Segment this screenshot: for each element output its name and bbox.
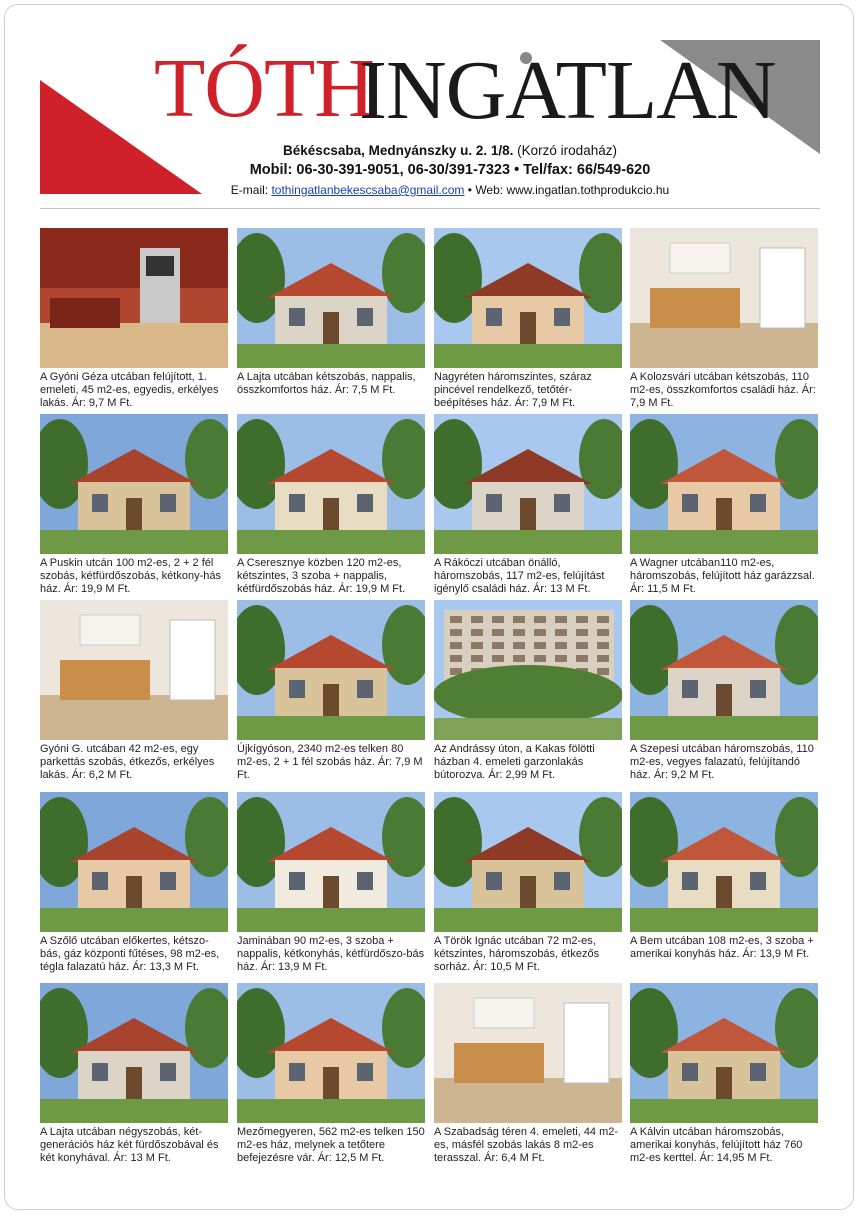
listing-card[interactable] [434,228,622,409]
listing-caption: A Cseresznye közben 120 m2-es, kétszintes, 3 szoba + nappalis, kétfürdőszobás ház. Ár: 19,9 M Ft. [237,557,406,595]
listing-photo [237,414,425,554]
listing-caption: A Rákóczi utcában önálló, háromszobás, 117 m2-es, felújítást igénylő családi ház. Ár: 13 M Ft. [434,557,605,595]
listing-caption: A Gyóni Géza utcában felújított, 1. emeleti, 45 m2-es, egyedis, erkélyes lakás. Ár: 9,7 M Ft. [40,371,219,409]
listing-card[interactable] [630,983,818,1164]
listing-caption: A Kolozsvári utcában kétszobás, 110 m2-es, összkomfortos családi ház. Ár: 7,9 M Ft. [630,371,816,409]
listing-photo [237,600,425,740]
listing-photo [40,600,228,740]
web-text: • Web: www.ingatlan.tothprodukcio.hu [467,183,670,197]
brand-name-black: INGATLAN [359,44,776,137]
listing-card[interactable] [40,228,228,409]
listing-caption: A Szabadság téren 4. emeleti, 44 m2-es, másfél szobás lakás 8 m2-es terasszal. Ár: 6,4 M Ft. [434,1126,619,1164]
listing-card[interactable] [40,792,228,973]
listing-caption: A Bem utcában 108 m2-es, 3 szoba + amerikai konyhás ház. Ár: 13,9 M Ft. [630,935,814,960]
listing-caption: Újkígyóson, 2340 m2-es telken 80 m2-es, 2 + 1 fél szobás ház. Ár: 7,9 M Ft. [237,743,423,781]
listing-caption: A Szőlő utcában előkertes, kétszo-bás, gáz központi fűtéses, 98 m2-es, tégla falazatú ház. Ár: 13,3 M Ft. [40,935,220,973]
listing-card[interactable] [40,414,228,595]
listing-photo [40,228,228,368]
listing-card[interactable] [630,414,818,595]
email-web-line [200,183,700,197]
listing-photo [630,600,818,740]
phone-numbers: Mobil: 06-30-391-9051, 06-30/391-7323 • Tel/fax: 66/549-620 [249,162,651,178]
listing-card[interactable] [237,228,425,397]
listing-caption: Nagyréten háromszintes, száraz pincével rendelkező, tetőtér-beépítéses ház. Ár: 7,9 M Ft. [434,371,592,409]
listing-card[interactable] [434,983,622,1164]
listing-photo [630,792,818,932]
listing-caption: A Kálvin utcában háromszobás, amerikai konyhás, felújított ház 760 m2-es kerttel. Ár: 14,95 M Ft. [630,1126,803,1164]
listing-caption: A Lajta utcában négyszobás, két-generációs ház két fürdőszobával és két konyhával. Ár: 13 M Ft. [40,1126,219,1164]
listing-photo [630,228,818,368]
listing-photo [630,983,818,1123]
listing-caption: Az Andrássy úton, a Kakas fölötti házban 4. emeleti garzonlakás bútorozva. Ár: 2,99 M Ft. [434,743,595,781]
listing-card[interactable] [237,414,425,595]
listing-card[interactable] [434,600,622,781]
listing-photo [434,600,622,740]
listing-caption: A Török Ignác utcában 72 m2-es, kétszintes, háromszobás, étkezős sorház. Ár: 10,5 M Ft. [434,935,600,973]
brand-logo [154,42,776,137]
listing-caption: Gyóni G. utcában 42 m2-es, egy parkettás szobás, étkezős, erkélyes lakás. Ár: 6,2 M Ft. [40,743,215,781]
listing-photo [237,228,425,368]
listing-card[interactable] [630,600,818,781]
listing-card[interactable] [434,414,622,595]
listing-photo [40,983,228,1123]
listing-card[interactable] [237,600,425,781]
listing-caption: A Szepesi utcában háromszobás, 110 m2-es, vegyes falazatú, felújítandó ház. Ár: 9,2 M Ft. [630,743,814,781]
office-address: Békéscsaba, Mednyánszky u. 2. 1/8. (Korzó irodaház) [283,143,617,158]
listing-caption: Mezőmegyeren, 562 m2-es telken 150 m2-es ház, melynek a tetőtere befejezésre vár. Ár: 12,5 M Ft. [237,1126,425,1164]
address-note: (Korzó irodaház) [517,143,617,158]
listing-caption: A Puskin utcán 100 m2-es, 2 + 2 fél szobás, kétfürdőszobás, kétkony-hás ház. Ár: 19,9 M Ft. [40,557,221,595]
listing-photo [237,792,425,932]
email-label: E-mail: [230,183,269,197]
listing-card[interactable] [630,228,818,409]
brand-name-red: TÓTH [154,42,374,135]
listing-photo [434,228,622,368]
listing-photo [40,792,228,932]
listing-caption: A Wagner utcában110 m2-es, háromszobás, felújított ház garázzsal. Ár: 11,5 M Ft. [630,557,815,595]
listing-photo [630,414,818,554]
listing-card[interactable] [237,983,425,1164]
listing-caption: A Lajta utcában kétszobás, nappalis, összkomfortos ház. Ár: 7,5 M Ft. [237,371,416,396]
listing-card[interactable] [237,792,425,973]
listing-card[interactable] [40,983,228,1164]
listing-photo [434,983,622,1123]
listing-caption: Jaminában 90 m2-es, 3 szoba + nappalis, kétkonyhás, kétfürdőszo-bás ház. Ár: 13,9 M Ft. [237,935,425,973]
listing-card[interactable] [630,792,818,961]
listing-card[interactable] [434,792,622,973]
listing-photo [40,414,228,554]
header-divider [40,208,820,209]
email-link[interactable]: tothingatlanbekescsaba@gmail.com [271,183,465,197]
listing-card[interactable] [40,600,228,781]
listing-photo [237,983,425,1123]
listing-photo [434,414,622,554]
listing-photo [434,792,622,932]
